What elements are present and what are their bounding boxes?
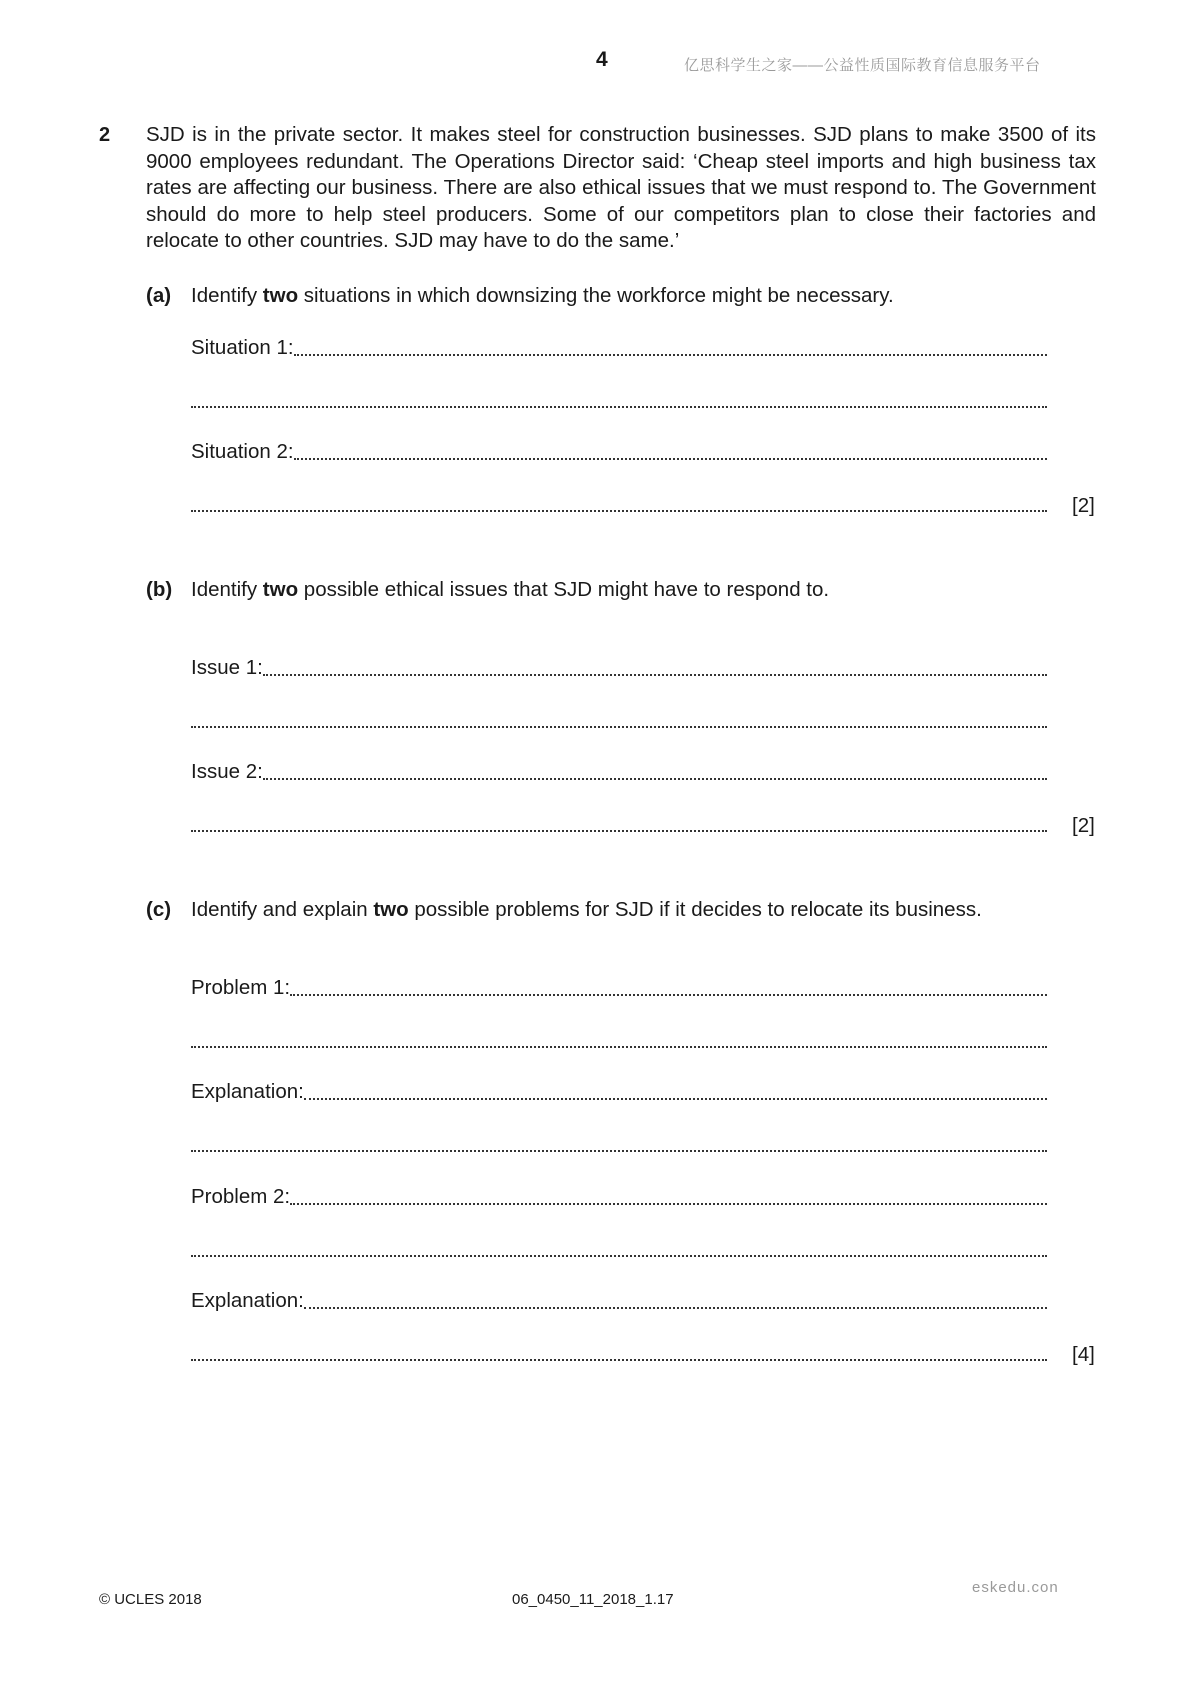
dotted-line: [191, 1234, 1047, 1264]
part-a-prompt-bold: two: [262, 284, 299, 307]
answer-line-c7[interactable]: [191, 1286, 1047, 1316]
dotted-line: [294, 437, 1047, 467]
explanation-2-label: Explanation:: [191, 1289, 304, 1312]
answer-line-c1[interactable]: [191, 973, 1047, 1003]
dotted-line: [290, 973, 1047, 1003]
part-b-prompt-after: possible ethical issues that SJD might have to respond to.: [298, 578, 830, 601]
situation-1-label: Situation 1:: [191, 336, 294, 359]
dotted-line: [191, 385, 1047, 415]
explanation-1-label: Explanation:: [191, 1080, 304, 1103]
part-b-prompt-before: Identify: [191, 578, 263, 601]
dotted-line: [294, 333, 1047, 363]
dotted-line: [191, 1025, 1047, 1055]
question-stem: SJD is in the private sector. It makes steel for construction businesses. SJD plans to make 3500 of its 9000 employees redundant. The Operations Director said: ‘Cheap steel imports and high business tax rates are affecting our business. There are also ethical issues that we must respond to. The Government should do more to help steel producers. Some of our competitors plan to close their factories and relocate to other countries. SJD may have to do the same.’: [146, 123, 1096, 252]
situation-2-label: Situation 2:: [191, 440, 294, 463]
page-number: 4: [596, 48, 608, 71]
answer-line-c8[interactable]: [191, 1338, 1047, 1368]
answer-line-a4[interactable]: [191, 489, 1047, 519]
part-b-prompt-bold: two: [262, 578, 299, 601]
answer-line-c2[interactable]: [191, 1025, 1047, 1055]
part-b-prompt: [191, 578, 829, 602]
dotted-line: [263, 757, 1047, 787]
problem-2-label: Problem 2:: [191, 1185, 291, 1208]
part-a-prompt: [191, 284, 894, 308]
part-a-prompt-before: Identify: [191, 284, 263, 307]
dotted-line: [191, 1338, 1047, 1368]
dotted-line: [263, 653, 1047, 683]
part-c-prompt: [191, 898, 982, 922]
answer-line-b1[interactable]: [191, 653, 1047, 683]
footer-copyright: © UCLES 2018: [99, 1591, 202, 1608]
issue-2-label: Issue 2:: [191, 760, 263, 783]
footer-site: eskedu.con: [972, 1579, 1059, 1596]
answer-line-c5[interactable]: [191, 1182, 1047, 1212]
part-a-prompt-after: situations in which downsizing the workforce might be necessary.: [298, 284, 894, 307]
part-a-letter: (a): [146, 284, 172, 307]
part-a-marks: [2]: [1072, 494, 1095, 517]
footer-code: 06_0450_11_2018_1.17: [512, 1591, 674, 1608]
dotted-line: [304, 1286, 1047, 1316]
answer-line-a2[interactable]: [191, 385, 1047, 415]
watermark-text: 亿思科学生之家——公益性质国际教育信息服务平台: [684, 57, 1041, 74]
answer-line-c4[interactable]: [191, 1129, 1047, 1159]
answer-line-b2[interactable]: [191, 705, 1047, 735]
answer-line-a3[interactable]: [191, 437, 1047, 467]
dotted-line: [191, 489, 1047, 519]
answer-line-c3[interactable]: [191, 1077, 1047, 1107]
answer-line-a1[interactable]: [191, 333, 1047, 363]
dotted-line: [191, 705, 1047, 735]
dotted-line: [191, 1129, 1047, 1159]
question-number: 2: [99, 124, 111, 146]
problem-1-label: Problem 1:: [191, 976, 291, 999]
part-c-letter: (c): [146, 898, 172, 921]
answer-line-b3[interactable]: [191, 757, 1047, 787]
answer-line-b4[interactable]: [191, 809, 1047, 839]
issue-1-label: Issue 1:: [191, 656, 263, 679]
part-c-prompt-before: Identify and explain: [191, 898, 374, 921]
answer-line-c6[interactable]: [191, 1234, 1047, 1264]
part-c-marks: [4]: [1072, 1343, 1095, 1366]
part-c-prompt-after: possible problems for SJD if it decides to relocate its business.: [408, 898, 982, 921]
dotted-line: [290, 1182, 1047, 1212]
dotted-line: [191, 809, 1047, 839]
part-b-letter: (b): [146, 578, 173, 601]
part-c-prompt-bold: two: [373, 898, 409, 921]
dotted-line: [304, 1077, 1047, 1107]
part-b-marks: [2]: [1072, 814, 1095, 837]
